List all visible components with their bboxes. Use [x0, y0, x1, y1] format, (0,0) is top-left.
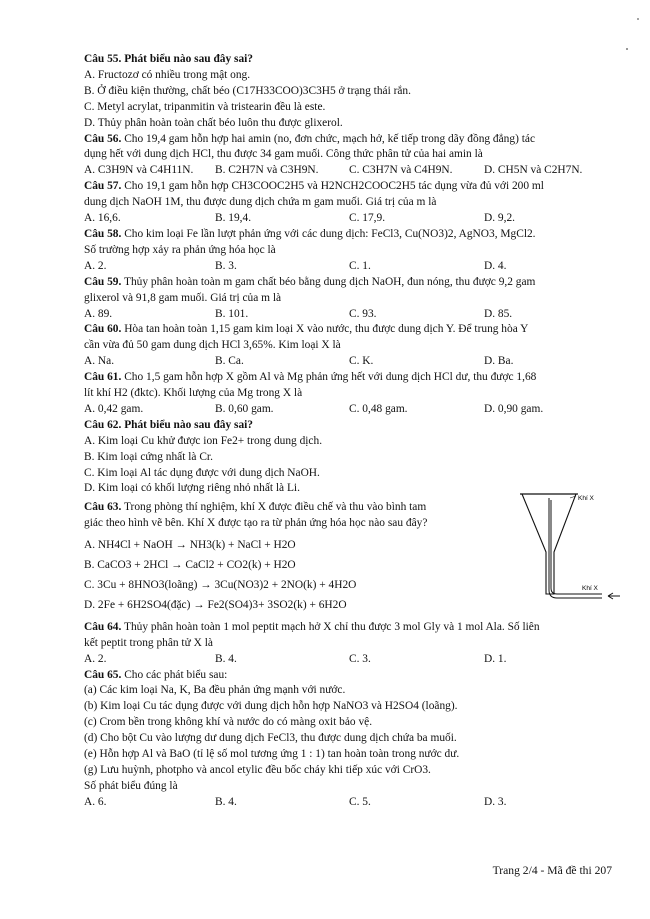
question-56 — [84, 132, 604, 148]
option-c: C. 0,48 gam. — [349, 402, 408, 415]
question-stem-cont: dụng hết với dung dịch HCl, thu được 34 gam muối. Công thức phân tử của hai amin là — [84, 148, 483, 161]
statement-c: (c) Crom bền trong không khí và nước do có màng oxit bảo vệ. — [84, 716, 373, 729]
options-row — [84, 259, 604, 275]
options-row — [84, 795, 604, 811]
option-b: B. Ở điều kiện thường, chất béo (C17H33COO)3C3H5 ở trạng thái rắn. — [84, 84, 411, 97]
question-number: Câu 55. — [84, 53, 122, 65]
option-c: C. 1. — [349, 259, 371, 272]
question-number: Câu 58. — [84, 227, 122, 240]
option-a: A. 16,6. — [84, 212, 121, 225]
question-stem: Cho các phát biểu sau: — [121, 668, 228, 681]
option-b: B. 19,4. — [215, 212, 252, 225]
options-row — [84, 307, 604, 323]
option-a: A. 6. — [84, 795, 107, 808]
question-stem-cont: cần vừa đủ 50 gam dung dịch HCl 3,65%. Kim loại X là — [84, 339, 341, 352]
page-footer: Trang 2/4 - Mã đề thi 207 — [492, 864, 612, 877]
question-61 — [84, 370, 604, 386]
question-stem: Phát biểu nào sau đây sai? — [121, 418, 254, 431]
question-58 — [84, 227, 604, 243]
option-a: A. Fructozơ có nhiều trong mật ong. — [84, 68, 251, 81]
question-number: Câu 65. — [84, 668, 122, 681]
question-stem: Cho 1,5 gam hỗn hợp X gồm Al và Mg phản ứng hết với dung dịch HCl dư, thu được 1,68 — [121, 371, 537, 384]
option-c: C. C3H7N và C4H9N. — [349, 164, 453, 177]
option-a: A. 89. — [84, 307, 113, 320]
options-row — [84, 211, 604, 227]
question-stem: Cho 19,4 gam hỗn hợp hai amin (no, đơn chức, mạch hở, kế tiếp trong dãy đồng đẳng) tác — [121, 132, 535, 145]
flask-gas-collection-diagram — [516, 486, 624, 612]
question-65 — [84, 668, 604, 684]
option-b: B. 4. — [215, 795, 237, 808]
option-a: A. C3H9N và C4H11N. — [84, 164, 194, 177]
option-c: C. 5. — [349, 795, 371, 808]
options-row — [84, 652, 604, 668]
option-b: B. Kim loại cứng nhất là Cr. — [84, 450, 213, 463]
question-number: Câu 57. — [84, 180, 122, 193]
question-stem-cont: Số trường hợp xảy ra phản ứng hóa học là — [84, 243, 276, 256]
option-a: A. 0,42 gam. — [84, 402, 144, 415]
question-stem-cont: dung dịch NaOH 1M, thu được dung dịch chứa m gam muối. Giá trị của m là — [84, 196, 437, 209]
option-b: B. Ca. — [215, 355, 244, 368]
delivery-tube-inner — [551, 500, 602, 594]
question-tail: Số phát biểu đúng là — [84, 779, 178, 792]
statement-b: (b) Kim loại Cu tác dụng được với dung dịch hỗn hợp NaNO3 và H2SO4 (loãng). — [84, 700, 458, 713]
option-c: C. 3. — [349, 652, 371, 665]
option-d: D. 1. — [484, 652, 507, 665]
question-number: Câu 60. — [84, 323, 122, 336]
question-stem-cont: lít khí H2 (đktc). Khối lượng của Mg trong X là — [84, 387, 303, 400]
delivery-tube — [549, 498, 602, 598]
question-60 — [84, 322, 604, 338]
option-d: D. 0,90 gam. — [484, 402, 544, 415]
statement-a: (a) Các kim loại Na, K, Ba đều phản ứng mạnh với nước. — [84, 684, 346, 697]
question-stem: Thủy phân hoàn toàn m gam chất béo bằng dung dịch NaOH, đun nóng, thu được 9,2 gam — [121, 275, 536, 288]
option-c: C. 17,9. — [349, 212, 386, 225]
question-stem-cont: glixerol và 91,8 gam muối. Giá trị của m là — [84, 291, 282, 304]
statement-g: (g) Lưu huỳnh, photpho và ancol etylic đều bốc cháy khi tiếp xúc với CrO3. — [84, 763, 431, 776]
option-a: A. NH4Cl + NaOH → NH3(k) + NaCl + H2O — [84, 539, 296, 552]
question-59 — [84, 275, 604, 291]
statement-e: (e) Hỗn hợp Al và BaO (tỉ lệ số mol tương ứng 1 : 1) tan hoàn toàn trong nước dư. — [84, 748, 460, 761]
options-row — [84, 354, 604, 370]
option-c: C. 3Cu + 8HNO3(loãng) → 3Cu(NO3)2 + 2NO(k) + 4H2O — [84, 579, 357, 591]
question-stem: Cho kim loại Fe lần lượt phản ứng với các dung dịch: FeCl3, Cu(NO3)2, AgNO3, MgCl2. — [121, 227, 536, 240]
option-a: A. Kim loại Cu khử được ion Fe2+ trong dung dịch. — [84, 434, 323, 447]
option-d: D. 9,2. — [484, 212, 516, 225]
question-number: Câu 56. — [84, 132, 122, 145]
question-57 — [84, 179, 604, 195]
label-top: Khí X — [578, 495, 594, 503]
option-d: D. CH5N và C2H7N. — [484, 164, 583, 177]
speck — [626, 48, 628, 50]
question-number: Câu 62. — [84, 418, 122, 431]
option-b: B. 101. — [215, 307, 249, 320]
question-stem-cont: giác theo hình vẽ bên. Khí X được tạo ra từ phản ứng hóa học nào sau đây? — [84, 517, 428, 530]
question-stem: Hòa tan hoàn toàn 1,15 gam kim loại X vào nước, thu được dung dịch Y. Để trung hòa Y — [121, 323, 529, 336]
option-d: D. Kim loại có khối lượng riêng nhỏ nhất là Li. — [84, 482, 300, 495]
question-number: Câu 61. — [84, 371, 122, 384]
option-c: C. Metyl acrylat, tripanmitin và tristearin đều là este. — [84, 100, 326, 113]
option-c: C. Kim loại Al tác dụng được với dung dịch NaOH. — [84, 466, 320, 479]
question-stem: Trong phòng thí nghiệm, khí X được điều chế và thu vào bình tam — [121, 501, 427, 514]
question-stem: Thủy phân hoàn toàn 1 mol peptit mạch hở X chỉ thu được 3 mol Gly và 1 mol Ala. Số liên — [121, 620, 540, 633]
option-b: B. C2H7N và C3H9N. — [215, 164, 319, 177]
option-d: D. 3. — [484, 795, 507, 808]
option-b: B. 0,60 gam. — [215, 402, 274, 415]
question-55 — [84, 52, 604, 68]
question-stem-cont: kết peptit trong phân tử X là — [84, 636, 213, 649]
question-63-block — [84, 495, 604, 613]
options-row — [84, 402, 604, 418]
question-62 — [84, 418, 604, 434]
option-a: A. 2. — [84, 259, 107, 272]
option-d: D. 2Fe + 6H2SO4(đặc) → Fe2(SO4)3+ 3SO2(k) + 6H2O — [84, 598, 347, 611]
option-c: C. 93. — [349, 307, 377, 320]
question-number: Câu 63. — [84, 501, 122, 514]
option-d: D. 4. — [484, 259, 507, 272]
option-d: D. Ba. — [484, 355, 514, 368]
option-b: B. 3. — [215, 259, 237, 272]
option-c: C. K. — [349, 355, 374, 368]
option-b: B. CaCO3 + 2HCl → CaCl2 + CO2(k) + H2O — [84, 559, 296, 572]
option-a: A. 2. — [84, 652, 107, 665]
question-stem: Phát biểu nào sau đây sai? — [121, 53, 254, 65]
exam-page — [84, 52, 604, 811]
question-number: Câu 59. — [84, 275, 122, 288]
statement-d: (d) Cho bột Cu vào lượng dư dung dịch FeCl3, thu được dung dịch chứa ba muối. — [84, 732, 457, 745]
option-d: D. 85. — [484, 307, 513, 320]
speck — [637, 18, 639, 20]
label-bottom: Khí X — [582, 585, 598, 593]
option-a: A. Na. — [84, 355, 115, 368]
options-row — [84, 163, 604, 179]
question-number: Câu 64. — [84, 620, 122, 633]
question-64 — [84, 620, 604, 636]
question-stem: Cho 19,1 gam hỗn hợp CH3COOC2H5 và H2NCH2COOC2H5 tác dụng vừa đủ với 200 ml — [121, 180, 544, 193]
option-d: D. Thủy phân hoàn toàn chất béo luôn thu được glixerol. — [84, 116, 343, 129]
option-b: B. 4. — [215, 652, 237, 665]
